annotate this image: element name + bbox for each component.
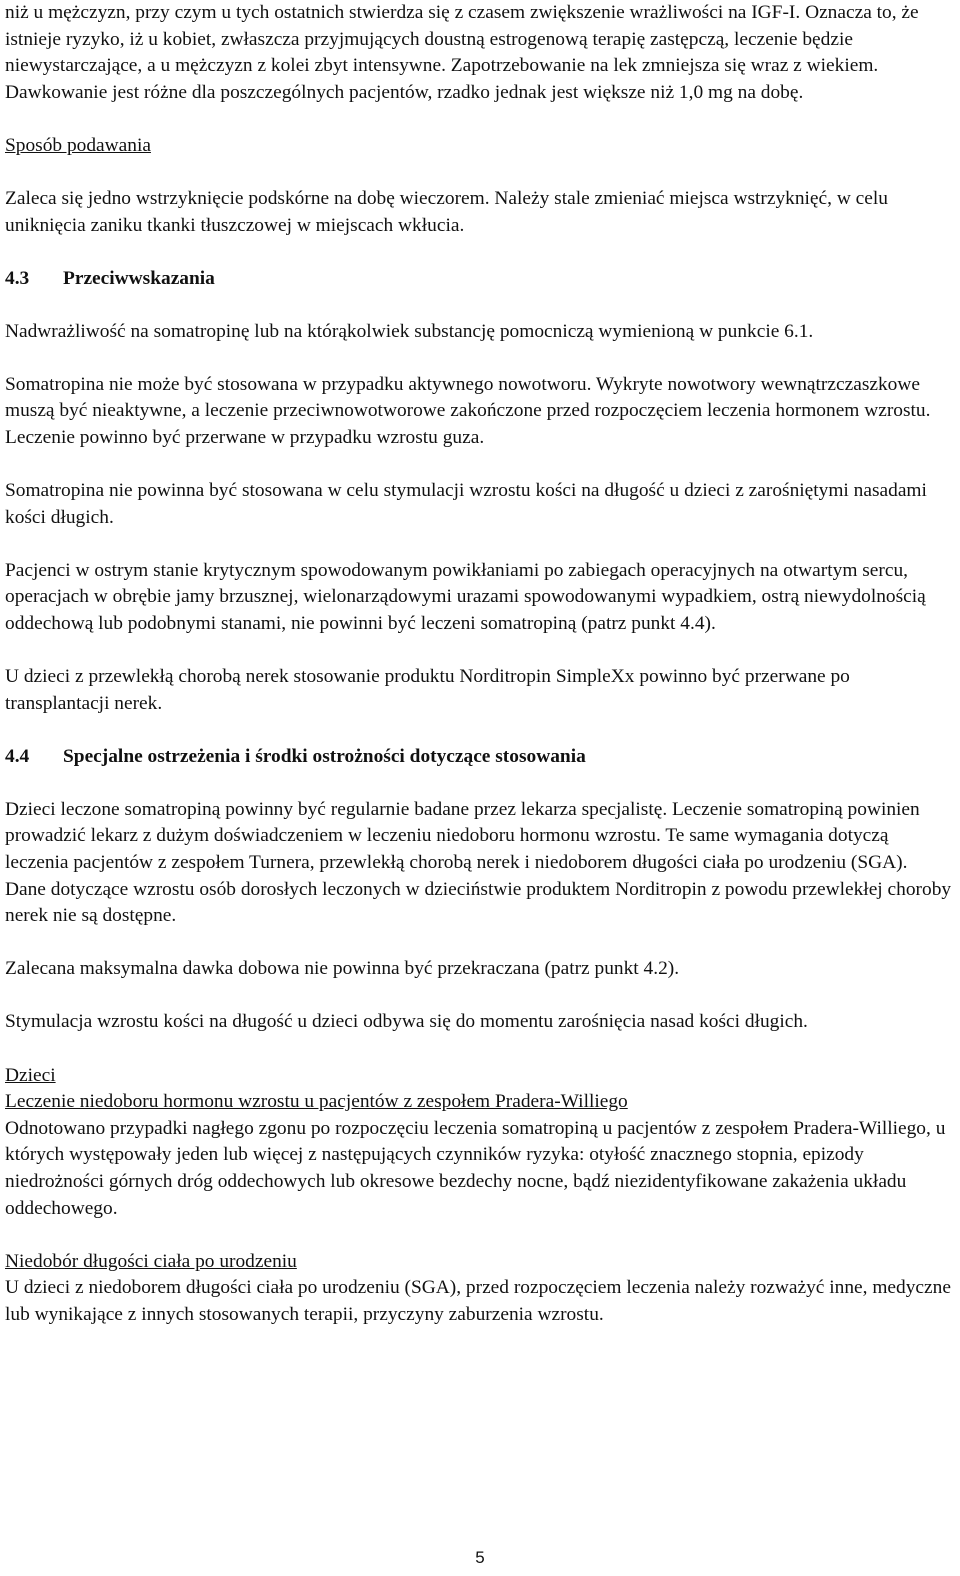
paragraph-administration: Zaleca się jedno wstrzyknięcie podskórne na dobę wieczorem. Należy stale zmieniać miejsca wstrzyknięć, w celu uniknięcia zaniku tkanki tłuszczowej w miejscach wkłucia. xyxy=(5,187,888,236)
document-page xyxy=(5,0,953,1328)
paragraph-bone-growth: Stymulacja wzrostu kości na długość u dzieci odbywa się do momentu zarośnięcia nasad kości długich. xyxy=(5,1011,808,1033)
subheading-prader-willi: Leczenie niedoboru hormonu wzrostu u pacjentów z zespołem Pradera-Williego xyxy=(5,1091,628,1113)
section-heading-4-4 xyxy=(5,744,953,771)
paragraph-sga: U dzieci z niedoborem długości ciała po urodzeniu (SGA), przed rozpoczęciem leczenia należy rozważyć inne, medyczne lub wynikające z innych stosowanych terapii, przyczyny zaburzenia wzrostu. xyxy=(5,1277,951,1325)
section-heading-4-3 xyxy=(5,266,953,293)
section-number: 4.3 xyxy=(5,267,30,289)
paragraph-max-dose: Zalecana maksymalna dawka dobowa nie powinna być przekraczana (patrz punkt 4.2). xyxy=(5,958,680,980)
section-title: Przeciwwskazania xyxy=(63,267,215,289)
paragraph-hypersensitivity: Nadwrażliwość na somatropinę lub na którąkolwiek substancję pomocniczą wymienioną w punkcie 6.1. xyxy=(5,320,814,342)
page-number: 5 xyxy=(475,1548,485,1567)
section-number: 4.4 xyxy=(5,745,30,767)
subheading-administration: Sposób podawania xyxy=(5,134,151,156)
paragraph-prader-willi: Odnotowano przypadki nagłego zgonu po rozpoczęciu leczenia somatropiną u pacjentów z zespołem Pradera-Williego, u których występowały jeden lub więcej z następujących czynników ryzyka: otyłość znacznego stopnia, epizody niedrożności górnych dróg oddechowych lub okresowe bezdechy nocne, bądź niezidentyfikowane zakażenia układu oddechowego. xyxy=(5,1117,946,1219)
paragraph-epiphyses: Somatropina nie powinna być stosowana w celu stymulacji wzrostu kości na długość u dzieci z zarośniętymi nasadami kości długich. xyxy=(5,480,927,528)
subheading-sga: Niedobór długości ciała po urodzeniu xyxy=(5,1250,297,1272)
subheading-children: Dzieci xyxy=(5,1064,56,1086)
paragraph-renal-transplant: U dzieci z przewlekłą chorobą nerek stosowanie produktu Norditropin SimpleXx powinno być przerwane po transplantacji nerek. xyxy=(5,666,850,714)
paragraph-critical-illness: Pacjenci w ostrym stanie krytycznym spowodowanym powikłaniami po zabiegach operacyjnych na otwartym sercu, operacjach w obrębie jamy brzusznej, wielonarządowymi urazami spowodowanymi wypadkiem, ostrą niewydolnością oddechową lub podobnymi stanami, nie powinni być leczeni somatropiną (patrz punkt 4.4). xyxy=(5,559,926,634)
paragraph-monitoring: Dzieci leczone somatropiną powinny być regularnie badane przez lekarza specjalistę. Leczenie somatropiną powinien prowadzić lekarz z dużym doświadczeniem w leczeniu niedoboru hormonu wzrostu. Te same wymagania dotyczą leczenia pacjentów z zespołem Turnera, przewlekłą chorobą nerek i niedoborem długości ciała po urodzeniu (SGA). Dane dotyczące wzrostu osób dorosłych leczonych w dzieciństwie produktem Norditropin z powodu przewlekłej choroby nerek nie są dostępne. xyxy=(5,798,952,927)
section-title: Specjalne ostrzeżenia i środki ostrożności dotyczące stosowania xyxy=(63,745,586,767)
paragraph-tumour: Somatropina nie może być stosowana w przypadku aktywnego nowotworu. Wykryte nowotwory wewnątrzczaszkowe muszą być nieaktywne, a leczenie przeciwnowotworowe zakończone przed rozpoczęciem leczenia hormonem wzrostu. Leczenie powinno być przerwane w przypadku wzrostu guza. xyxy=(5,373,931,449)
paragraph-dosage-sex-differences: niż u mężczyzn, przy czym u tych ostatnich stwierdza się z czasem zwiększenie wrażliwości na IGF-I. Oznacza to, że istnieje ryzyko, iż u kobiet, zwłaszcza przyjmujących doustną estrogenową terapię zastępczą, leczenie będzie niewystarczające, a u mężczyzn z kolei zbyt intensywne. Zapotrzebowanie na lek zmniejsza się wraz z wiekiem. Dawkowanie jest różne dla poszczególnych pacjentów, rzadko jednak jest większe niż 1,0 mg na dobę. xyxy=(5,2,919,103)
